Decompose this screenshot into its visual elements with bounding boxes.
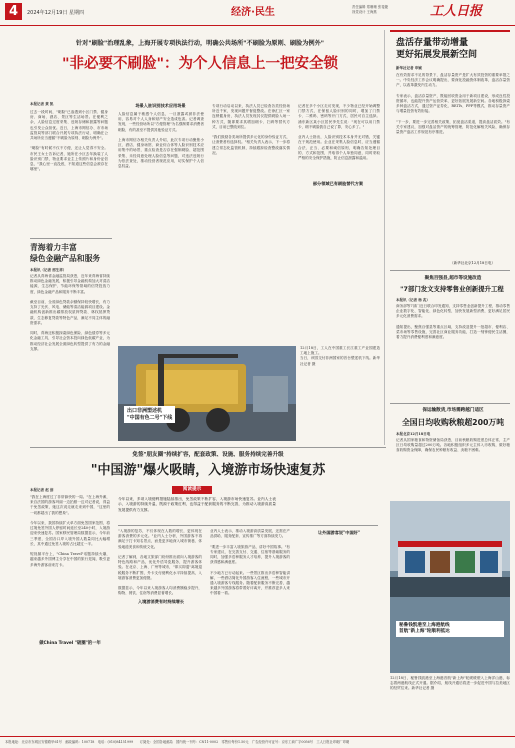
footer-info: 本报地址：北京市东城区安德路甲61号 邮政编码：100718 电话：(010)84151999 订阅处：全国各地邮局 国内统一刊号：CN11-0002 零售价每份1.50元 广告经营许可证号：京东工商广字0056号 工人日报社印刷厂印刷 bbox=[0, 736, 515, 748]
editor-credits: 责任编辑 郑珊珊 张斐婕 视觉设计 王海燕 bbox=[352, 5, 389, 14]
grain-byline: 本报北京12月18日电 bbox=[396, 432, 431, 436]
section-title: 经济·民生 bbox=[231, 7, 275, 18]
top-story-headline: "非必要不刷脸"：为个人信息上一把安全锁 bbox=[61, 56, 339, 72]
top-story-column-4: 记者在多个小区走访发现，不少物业已经开始调整门禁方式，在保留人脸识别的同时，增加了门禁卡、二维码、密码等开门方式，居民可自主选择。浦东新区某小区居民李先生说："现在可以用门禁卡，刷不刷脸我自己说了算，安心多了。" 业内人士指出，人脸识别技术本身并无对错，关键在于规范使用。企业在采集人脸信息时，应当遵循合法、正当、必要和诚信原则，明确告知处理目的、方式和范围，并取得个人单独同意，同时采取严格的安全保护措施，防止信息泄露和滥用。 bbox=[298, 104, 380, 161]
bottom-story-subhead-2: 入境游消费有时持续增长 bbox=[137, 599, 185, 604]
bottom-story-column-3: 业内人士表示，推动入境游高质量发展，还需在产品供给、服务配套、宣传推广等方面持续发力。 "要进一步丰富入境旅游产品，讲好中国故事。"有专家建议，在完善支付、交通、住宿等基础服务的同时，加强多语种服务人才培养，提升入境游客的获得感和满意度。 不少地方已行动起来。一些景区推出多语种智能讲解，一些酒店简化外国游客入住流程，一些城市开通入境游客专线服务。随着配套服务不断完善，越来越多外国游客将带着好评离开，并推荐更多人来中国看一看。 bbox=[210, 529, 290, 596]
page-number: 4 bbox=[5, 3, 22, 20]
construction-photo bbox=[118, 346, 296, 441]
photo-caption-title: 出口非洲塑述机 "中国有色二号"下线 bbox=[124, 406, 175, 423]
section-divider bbox=[30, 238, 112, 239]
newspaper-logo: 工人日报 bbox=[430, 4, 483, 19]
section-divider bbox=[118, 525, 378, 526]
top-story-column-3: 专项行动启动以来，执法人员已检查各类经营场所近千家，发现问题并督促整改。在徐汇区一家连锁健身房，执法人员发现其仅提供刷脸入场一种方式，随即要求其增加刷卡、扫码等替代方式，目前已整改到位。 "我们鼓励各类场所提供多元化的身份验证方式，让消费者有选择权。"相关负责人表示，下一步将建立常态化监管机制，持续跟踪检查整改落实情况。 bbox=[212, 104, 290, 155]
issue-date: 2024年12月19日 星期四 bbox=[27, 10, 85, 16]
port-photo-caption: 秘鲁钱凯港至上海港航线 首航"新上海"轮顺利抵达 bbox=[396, 621, 504, 637]
retail-headline: "7部门发文支持零售业创新提升工程 bbox=[400, 285, 504, 293]
top-story-kicker: 针对"刷脸"治理乱象，上海开展专项执法行动，明确公共场所"不刷脸为原则、刷脸为例外" bbox=[75, 40, 325, 47]
bottom-story-column-1: "我在上海度过了非常愉快的一周。"在上海外滩，来自法国的游客玛丽一边拍照一边对记者说，得益于免签政策，她这次说走就走来到中国，"这里的一切都超出了我的想象"。 今年以来，我国持续扩大单方面免签国家范围，将过境免签外国人停留时间延长至240小时，入境游迎来快速复苏。国家移民管理局数据显示，今年前三季度，全国各口岸入境外国人数量同比大幅增长，其中通过免签入境的占比超过一半。 短视频平台上，"China Travel"话题持续火爆，越来越多外国博主分享在中国的旅行见闻，吸引更多海外游客前来打卡。 bbox=[30, 495, 110, 567]
construction-scene-graphic bbox=[118, 346, 296, 441]
port-photo-text: 12月18日，秘鲁钱凯港至上海港首航"新上海"轮缓缓驶入上海洋山港，标志着两港航线正式开通。据介绍，航线开通后将进一步促进中国与拉美地区的经贸往来。新华社记者 摄 bbox=[390, 676, 510, 691]
top-story-subhead-2: 部分领域已有刷脸替代方案 bbox=[312, 181, 364, 186]
bottom-story-byline: 本报记者 赵 剑 bbox=[30, 488, 54, 492]
green-finance-body: 记者从青海省金融监管局获悉，近年来青海省持续推动绿色金融发展，积极引导金融机构加大对清洁能源、生态保护、节能环保等领域的信贷投放力度，绿色金融产品和服务不断丰富。 截至目前，全省绿色贷款余额保持较快增长，有力支持了光伏、风电、储能等清洁能源项目建设。金融机构创新推出碳排放权质押贷款、林权抵押贷款、生态修复贷款等特色产品，满足不同主体的融资需求。 同时，青海还积极探索绿色保险、绿色债券等多元化金融工具，引导社会资本投向绿色低碳产业，为推动经济社会发展全面绿色转型提供了有力的金融支撑。 bbox=[30, 274, 110, 351]
grain-headline: 全国日均收购秋粮超200万吨 bbox=[401, 418, 505, 427]
deposit-body: 在有效需求不足的背景下，盘活存量资产是扩大有效投资的重要举措之一。中央经济工作会议明确提出，要深化投融资体制改革，盘活存量资产，以改革激发内生动力。 专家表示，盘活存量资产，既能回收资金用于新项目建设，形成良性投资循环，也能提升资产运营效率，更好拓展发展新空间。各地积极探索多种盘活方式，通过资产证券化、REITs、PPP等模式，推动存量资产与增量投资有效衔接。 "下一步，要进一步完善相关政策，拓宽盘活渠道，提高盘活质效。"有关专家建议，加强对盘活资产的统筹管理，防范化解相关风险，确保存量资产盘活工作规范有序推进。 bbox=[396, 73, 510, 135]
right-rule bbox=[390, 30, 510, 32]
reading-tip-tag: 阅读提示 bbox=[172, 486, 212, 494]
bottom-story-headline: "中国游"爆火吸睛，入境游市场快速复苏 bbox=[90, 463, 326, 478]
reading-tip-summary: 今年以来，多项入境便利措施陆续推出，免签政策不断扩容，入境游市场快速复苏。业内人士表示，入境游的持续升温，既源于政策红利，也得益于配套服务的不断完善，为推动入境游高质量发展提供有力支撑。 bbox=[118, 497, 276, 512]
retail-kicker: 聚焦百强县,超市等设施改造 bbox=[424, 276, 482, 281]
port-photo bbox=[390, 501, 510, 673]
retail-byline: 本报讯（记者 杨 兆） bbox=[396, 298, 430, 302]
top-story-column-1: 过去一段时间，"刷脸"已渗透到小区门禁、健身房、商场、酒店、景区等生活场景。在便利之余，人脸信息过度采集、违规存储和泄露等问题也引发公众担忧。近日，上海市网信办、市市场监管局等部门联合开展专项执法行动，明确在公共场所应当遵循"不刷脸为原则、刷脸为例外"。 "刷脸"有时候不仅不方便，还让人觉得不安全。市民王女士告诉记者，她所在小区去年换装了人脸识别门禁，物业要求业主上传照片和身份证信息，"我心里一直没底，不知道这些信息会被存在哪里"。 bbox=[30, 110, 108, 172]
bottom-story-kicker: 免签"朋友圈"持续扩容，配套政策、设施、服务持续完善升级 bbox=[132, 452, 284, 458]
grain-kicker: 保运输散货,市场需跨越门适区 bbox=[422, 408, 484, 413]
retail-body: 商务部等7部门近日联合印发通知，支持零售业创新提升工程，推动零售企业数字化、智能化、绿色化转型，加快发展新型消费，更好满足居民多元化消费需求。 通知提出，聚焦百强县等重点区域，支持改造提升一批超市、便利店、菜市场等零售设施，完善社区商业服务功能，打造一刻钟便民生活圈，着力提升消费便利度和满意度。 bbox=[396, 304, 510, 340]
section-divider bbox=[390, 270, 510, 271]
masthead bbox=[0, 0, 515, 26]
top-story-subhead-1: 场景入驻识别技术应用场景 bbox=[135, 103, 186, 108]
bottom-story-subhead-1: 做China Travel "破圈"的一年 bbox=[39, 641, 101, 646]
section-divider bbox=[30, 447, 386, 448]
column-divider bbox=[384, 30, 385, 445]
top-story-byline: 本报记者 黄 凯 bbox=[30, 102, 54, 106]
green-finance-headline: 青海着力丰富 绿色金融产品和服务 bbox=[30, 243, 101, 263]
deposit-headline: 盘活存量带动增量 更好拓展发展新空间 bbox=[396, 38, 478, 60]
photo-caption-text: 12月18日，工人在中国重工长江重工产业园建造工地上施工。 当日，该园交付非洲国家的首台塑述机下线。新华社记者 摄 bbox=[300, 346, 380, 366]
bottom-story-subhead-3: 让外国游客说"中国好" bbox=[317, 530, 361, 535]
bottom-story-column-2: "入境游的复苏，不仅体现在人数的增长，更体现在游客消费的多元化。"业内人士分析，外国游客不再满足于打卡知名景点，而是更多地深入城市街巷、体验地道美食和传统文化。 记者了解到，各地文旅部门纷纷推出面向入境游客的特色线路和产品，优化外语导览服务，提升游客体验。在北京、上海、广州等城市，"即买即退"离境退税服务不断扩围，外卡支付便利化水平持续提高，入境游客消费更加便捷。 数据显示，今年以来入境游客人均消费额稳步提升，购物、餐饮、住宿等消费显著增长。 bbox=[118, 529, 202, 596]
grain-body: 记者从国家粮食和物资储备局获悉，目前秋粮收购进度总体正常，主产区日均收购量超过200万吨。各地积极组织多元主体入市收购，做好粮食收购资金保障，确保农民种粮有收益、卖粮不困难。 bbox=[396, 438, 510, 453]
deposit-dateline: （新华社北京12月18日电） bbox=[450, 261, 496, 265]
section-divider bbox=[390, 403, 510, 404]
green-finance-byline: 本报讯（记者 邢生祥） bbox=[30, 268, 67, 272]
port-scene-graphic bbox=[390, 501, 510, 673]
top-story-column-2: 人脸信息属于敏感个人信息，一旦泄露或被非法使用，容易对个人人身和财产安全造成危害。记者调查发现，一些经营场所以"方便管理"为名强制要求消费者刷脸，有的甚至不提供其他验证方式。 上海市网信办相关负责人介绍，此次专项行动聚焦小区、酒店、健身场馆、商业综合体等人脸识别技术应用集中的场景，重点检查是否存在强制刷脸、超范围采集、未经同意处理人脸信息等问题，对违法违规行为依法查处，推动经营者规范应用，切实保护个人信息权益。 bbox=[118, 112, 204, 169]
deposit-byline: 新华社记者 申铖 bbox=[396, 66, 422, 70]
